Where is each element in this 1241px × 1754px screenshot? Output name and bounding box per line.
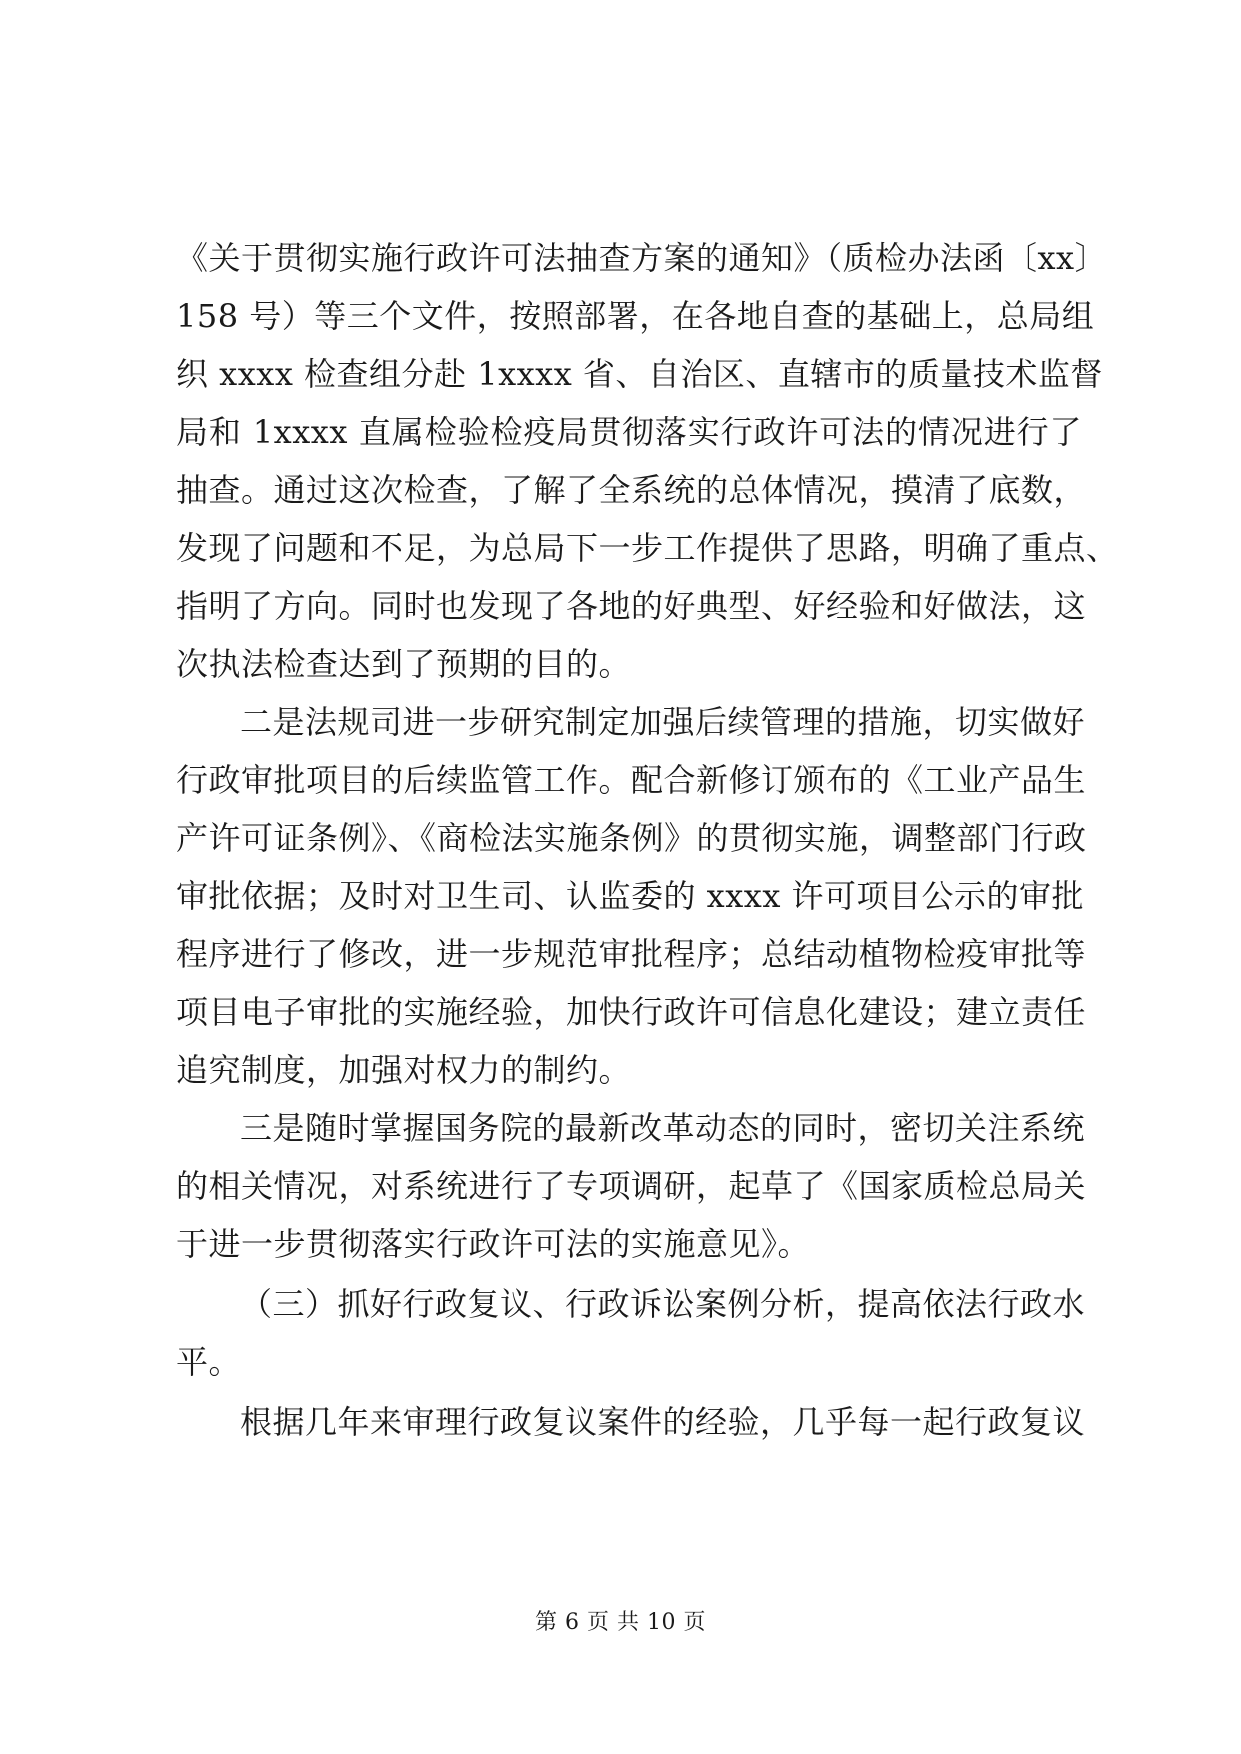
body-line: 项目电子审批的实施经验，加快行政许可信息化建设；建立责任 — [176, 993, 1087, 1031]
paragraph-first-line: 三是随时掌握国务院的最新改革动态的同时，密切关注系统 — [240, 1109, 1086, 1147]
section-heading-line: 平。 — [176, 1343, 242, 1381]
body-line: 产许可证条例》、《商检法实施条例》的贯彻实施，调整部门行政 — [176, 819, 1087, 857]
paragraph-first-line: 二是法规司进一步研究制定加强后续管理的措施，切实做好 — [240, 703, 1086, 741]
body-line: 158 号）等三个文件，按照部署，在各地自查的基础上，总局组 — [176, 297, 1095, 335]
body-line: 局和 1xxxx 直属检验检疫局贯彻落实行政许可法的情况进行了 — [176, 413, 1082, 451]
paragraph-first-line: 根据几年来审理行政复议案件的经验，几乎每一起行政复议 — [240, 1403, 1086, 1441]
body-line: 抽查。通过这次检查，了解了全系统的总体情况，摸清了底数， — [176, 471, 1087, 509]
body-line: 次执法检查达到了预期的目的。 — [176, 645, 632, 683]
body-line: 程序进行了修改，进一步规范审批程序；总结动植物检疫审批等 — [176, 935, 1087, 973]
body-line: 行政审批项目的后续监管工作。配合新修订颁布的《工业产品生 — [176, 761, 1087, 799]
section-heading-line: （三）抓好行政复议、行政诉讼案例分析，提高依法行政水 — [240, 1285, 1086, 1323]
body-line: 的相关情况，对系统进行了专项调研，起草了《国家质检总局关 — [176, 1167, 1087, 1205]
body-line: 于进一步贯彻落实行政许可法的实施意见》。 — [176, 1225, 811, 1263]
page-number-footer: 第 6 页 共 10 页 — [535, 1610, 706, 1635]
body-line: 《关于贯彻实施行政许可法抽查方案的通知》（质检办法函〔xx〕 — [176, 239, 1108, 277]
body-line: 织 xxxx 检查组分赴 1xxxx 省、自治区、直辖市的质量技术监督 — [176, 355, 1103, 393]
body-line: 追究制度，加强对权力的制约。 — [176, 1051, 632, 1089]
body-line: 指明了方向。同时也发现了各地的好典型、好经验和好做法，这 — [176, 587, 1087, 625]
body-line: 审批依据；及时对卫生司、认监委的 xxxx 许可项目公示的审批 — [176, 877, 1085, 915]
body-line: 发现了问题和不足，为总局下一步工作提供了思路，明确了重点、 — [176, 529, 1119, 567]
